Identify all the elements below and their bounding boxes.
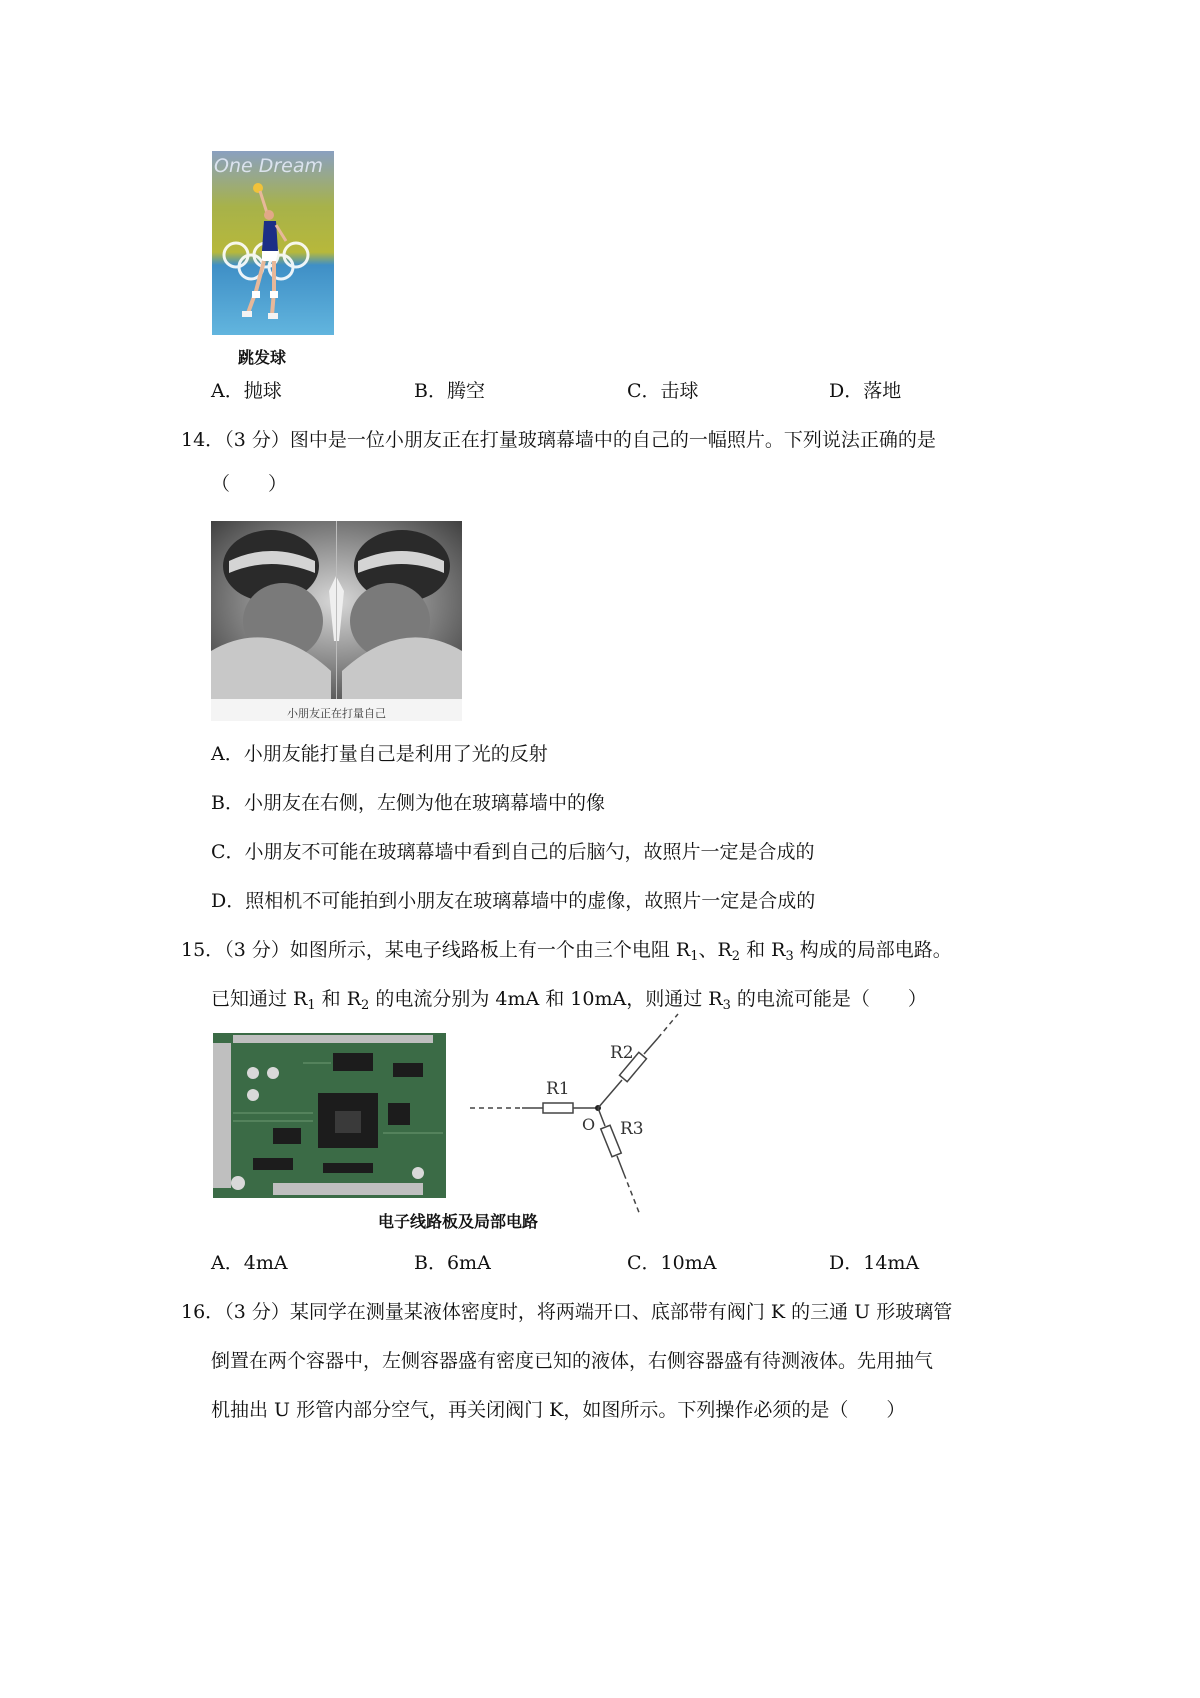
wire-r2-out [644, 1038, 658, 1054]
question-stem: 和 R [315, 988, 362, 1010]
option-text: 4mA [243, 1252, 288, 1274]
option-d [829, 379, 901, 403]
subscript: 3 [785, 949, 794, 964]
question-score: （3 分） [224, 1301, 290, 1323]
option-c [627, 1251, 716, 1275]
question-stem: 某同学在测量某液体密度时，将两端开口、底部带有阀门 K 的三通 U 形玻璃管 [289, 1301, 953, 1323]
option-d [829, 1251, 919, 1275]
subscript: 2 [731, 949, 741, 964]
wire-r3-dashed [624, 1174, 640, 1215]
option-text: 小朋友不可能在玻璃幕墙中看到自己的后脑勺，故照片一定是合成的 [244, 841, 815, 863]
question-number: 14． [181, 429, 225, 451]
question-score: （3 分） [224, 939, 290, 961]
option-a [211, 742, 548, 766]
option-text: 14mA [863, 1252, 920, 1274]
option-letter: D． [211, 890, 246, 912]
question-stem: 的电流分别为 4mA 和 10mA，则通过 R [369, 988, 723, 1010]
question-stem: 图中是一位小朋友正在打量玻璃幕墙中的自己的一幅照片。下列说法正确的是 [289, 429, 936, 451]
question-stem: 如图所示，某电子线路板上有一个由三个电阻 R [289, 939, 691, 961]
subscript: 2 [361, 998, 370, 1013]
wire-r3-out [617, 1156, 624, 1174]
circuit-board-photo [213, 1033, 446, 1198]
question-stem: 构成的局部电路。 [793, 939, 952, 961]
question-number: 16． [181, 1301, 225, 1323]
question-14-line-1 [181, 428, 936, 452]
image-caption: 跳发球 [238, 348, 287, 367]
question-16-line-2: 倒置在两个容器中，左侧容器盛有密度已知的液体，右侧容器盛有待测液体。先用抽气 [211, 1350, 934, 1372]
option-text: 抛球 [243, 380, 282, 402]
wire-r2 [598, 1080, 622, 1108]
resistor-r1 [543, 1103, 573, 1113]
option-c [211, 840, 815, 864]
volleyball-serve-photo [212, 151, 334, 335]
label-node-o: O [582, 1115, 596, 1134]
subscript: 3 [722, 998, 731, 1013]
option-d [211, 889, 815, 913]
option-text: 击球 [660, 380, 699, 402]
wire-r2-dashed [658, 1014, 678, 1038]
image-caption: 小朋友正在打量自己 [287, 707, 386, 720]
resistor-r3 [601, 1125, 622, 1157]
mirror-photo [211, 521, 462, 721]
option-text: 照相机不可能拍到小朋友在玻璃幕墙中的虚像，故照片一定是合成的 [245, 890, 816, 912]
subscript: 1 [690, 949, 699, 964]
option-text: 腾空 [446, 380, 485, 402]
option-a [211, 379, 282, 403]
image-caption: 电子线路板及局部电路 [378, 1212, 539, 1231]
question-number: 15． [181, 939, 225, 961]
option-letter: B． [414, 380, 447, 402]
option-letter: B． [414, 1252, 447, 1274]
option-letter: C． [627, 1252, 661, 1274]
option-text: 6mA [446, 1252, 491, 1274]
question-stem: 的电流可能是（ ） [730, 988, 927, 1010]
option-letter: D． [829, 1252, 864, 1274]
circuit-diagram [460, 1010, 680, 1220]
question-stem: 、R [698, 939, 732, 961]
question-stem: 和 R [740, 939, 786, 961]
option-letter: C． [627, 380, 661, 402]
option-letter: D． [829, 380, 864, 402]
label-r2: R2 [610, 1043, 634, 1063]
option-text: 小朋友能打量自己是利用了光的反射 [243, 743, 548, 765]
question-stem: 已知通过 R [211, 988, 308, 1010]
option-b [414, 379, 485, 403]
question-14-line-2: （ ） [211, 473, 288, 495]
option-letter: A． [211, 380, 244, 402]
subscript: 1 [307, 998, 316, 1013]
option-text: 落地 [863, 380, 902, 402]
question-15-line-1 [181, 938, 952, 962]
question-15-line-2 [211, 987, 927, 1011]
option-letter: B． [211, 792, 244, 814]
option-letter: A． [211, 743, 244, 765]
question-score: （3 分） [224, 429, 290, 451]
label-r3: R3 [620, 1119, 644, 1139]
option-text: 小朋友在右侧，左侧为他在玻璃幕墙中的像 [243, 792, 605, 814]
image-banner-text: One Dream [214, 155, 324, 177]
option-c [627, 379, 699, 403]
question-16-line-1 [181, 1300, 952, 1324]
option-letter: C． [211, 841, 245, 863]
option-b [211, 791, 605, 815]
option-a [211, 1251, 288, 1275]
label-r1: R1 [546, 1079, 570, 1099]
wire-r3 [598, 1108, 605, 1126]
question-16-line-3: 机抽出 U 形管内部分空气，再关闭阀门 K，如图所示。下列操作必须的是（ ） [211, 1399, 906, 1421]
option-letter: A． [211, 1252, 244, 1274]
option-b [414, 1251, 491, 1275]
option-text: 10mA [660, 1252, 717, 1274]
